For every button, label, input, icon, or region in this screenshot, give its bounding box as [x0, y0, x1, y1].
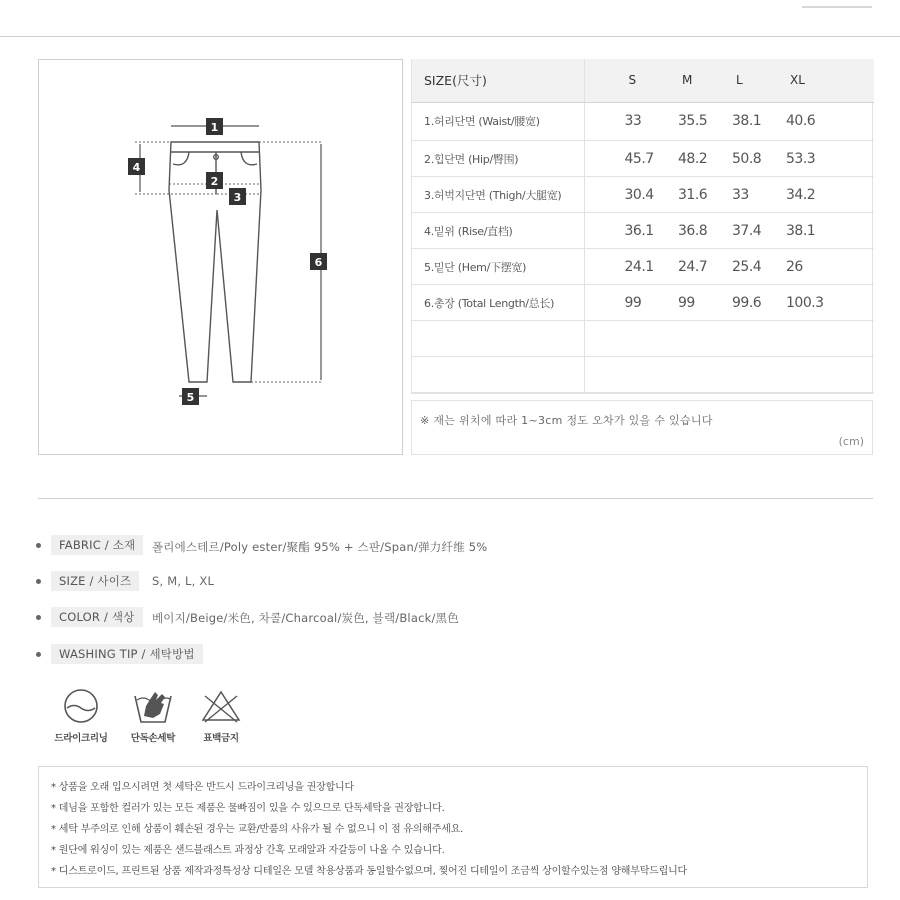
info-color-label: COLOR / 색상	[51, 607, 143, 627]
section-divider	[38, 498, 873, 499]
care-hand-wash-label: 단독손세탁	[130, 733, 176, 744]
info-fabric-label: FABRIC / 소재	[51, 535, 143, 555]
info-color-value: 베이지/Beige/米色, 차콜/Charcoal/炭色, 블랙/Black/黑色	[152, 611, 459, 625]
measurement-label: 3.허벅지단면 (Thigh/大腿宽)	[412, 177, 584, 213]
bullet-icon	[36, 652, 41, 657]
care-no-bleach	[186, 686, 256, 744]
empty-cell	[412, 357, 584, 393]
size-table-row	[412, 103, 874, 141]
measurement-value: 36.8	[638, 213, 692, 249]
measurement-value: 40.6	[746, 103, 874, 141]
info-washing	[36, 644, 203, 664]
measurement-value: 25.4	[692, 249, 746, 285]
info-fabric	[36, 535, 143, 555]
marker-4-text: 4	[132, 161, 141, 174]
info-size-value: S, M, L, XL	[152, 574, 215, 588]
measurement-value: 53.3	[746, 141, 874, 177]
care-dry-clean	[46, 686, 116, 744]
measurement-label: 5.밑단 (Hem/下摆宽)	[412, 249, 584, 285]
measurement-value: 99	[584, 285, 638, 321]
size-header-s: S	[584, 59, 638, 102]
size-table-row	[412, 141, 874, 177]
size-table-empty-row	[412, 321, 874, 357]
measurement-value: 100.3	[746, 285, 874, 321]
size-table	[411, 59, 873, 394]
care-no-bleach-label: 표백금지	[203, 733, 239, 744]
care-dry-clean-label: 드라이크리닝	[54, 733, 108, 744]
info-fabric-value: 폴리에스테르/Poly ester/聚酯 95% + 스판/Span/弹力纤维 5%	[152, 540, 488, 554]
info-size-label: SIZE / 사이즈	[51, 571, 139, 591]
hand-wash-icon	[131, 686, 175, 726]
measurement-value: 34.2	[746, 177, 874, 213]
size-table-row	[412, 285, 874, 321]
size-header-xl: XL	[746, 59, 874, 102]
info-size	[36, 571, 139, 591]
measurement-value: 48.2	[638, 141, 692, 177]
notice-line: * 원단에 워싱이 있는 제품은 샌드블래스트 과정상 간혹 모래알과 자갈등이 나올 수 있습니다.	[51, 845, 445, 856]
measurement-label: 2.힙단면 (Hip/臀围)	[412, 141, 584, 177]
measurement-value: 37.4	[692, 213, 746, 249]
measurement-value: 99	[638, 285, 692, 321]
measurement-value: 36.1	[584, 213, 638, 249]
size-table-empty-row	[412, 357, 874, 393]
size-header-m: M	[638, 59, 692, 102]
measurement-value: 24.7	[638, 249, 692, 285]
bullet-icon	[36, 615, 41, 620]
measure-markers	[128, 118, 327, 405]
empty-cell	[584, 357, 874, 393]
care-hand-wash	[118, 686, 188, 744]
care-notices	[38, 766, 868, 888]
measurement-label: 1.허리단면 (Waist/腰宽)	[412, 103, 584, 141]
bullet-icon	[36, 543, 41, 548]
measurement-value: 50.8	[692, 141, 746, 177]
bullet-icon	[36, 579, 41, 584]
size-table-row	[412, 213, 874, 249]
measurement-value: 35.5	[638, 103, 692, 141]
unit-label: (cm)	[838, 435, 864, 448]
dry-clean-icon	[61, 686, 101, 726]
measurement-value: 38.1	[692, 103, 746, 141]
size-header-l: L	[692, 59, 746, 102]
header-fragment	[802, 0, 872, 8]
measurement-value: 33	[692, 177, 746, 213]
measurement-value: 24.1	[584, 249, 638, 285]
size-table-row	[412, 249, 874, 285]
notice-line: * 데님을 포함한 컬러가 있는 모든 제품은 물빠짐이 있을 수 있으므로 단독세탁을 권장합니다.	[51, 803, 445, 814]
measurement-value: 33	[584, 103, 638, 141]
measurement-note	[411, 400, 873, 455]
measurement-value: 45.7	[584, 141, 638, 177]
info-color	[36, 607, 143, 627]
measurement-value: 99.6	[692, 285, 746, 321]
notice-line: * 디스트로이드, 프린트된 상품 제작과정특성상 디테일은 모델 착용상품과 동일할수없으며, 찢어진 디테일이 조금씩 상이할수있는점 양해부탁드립니다	[51, 866, 688, 877]
no-bleach-icon	[199, 686, 243, 726]
measurement-label: 6.총장 (Total Length/总长)	[412, 285, 584, 321]
measurement-value: 31.6	[638, 177, 692, 213]
measurement-label: 4.밑위 (Rise/直档)	[412, 213, 584, 249]
empty-cell	[412, 321, 584, 357]
marker-5-text: 5	[186, 391, 195, 404]
size-header-label: SIZE(尺寸)	[412, 59, 584, 102]
pants-measurement-diagram	[38, 59, 403, 455]
top-divider	[0, 36, 900, 37]
size-table-header	[412, 59, 874, 102]
pants-illustration	[39, 60, 404, 456]
marker-2-text: 2	[210, 175, 219, 188]
note-text: ※ 재는 위치에 따라 1~3cm 정도 오차가 있을 수 있습니다	[420, 414, 713, 427]
marker-6-text: 6	[314, 256, 323, 269]
measurement-value: 26	[746, 249, 874, 285]
size-table-row	[412, 177, 874, 213]
measurement-value: 30.4	[584, 177, 638, 213]
notice-line: * 상품을 오래 입으시려면 첫 세탁은 반드시 드라이크리닝을 권장합니다	[51, 782, 354, 793]
marker-1-text: 1	[210, 121, 219, 134]
empty-cell	[584, 321, 874, 357]
info-washing-label: WASHING TIP / 세탁방법	[51, 644, 203, 664]
marker-3-text: 3	[233, 191, 242, 204]
notice-line: * 세탁 부주의로 인해 상품이 훼손된 경우는 교환/반품의 사유가 될 수 없으니 이 점 유의해주세요.	[51, 824, 464, 835]
measurement-value: 38.1	[746, 213, 874, 249]
